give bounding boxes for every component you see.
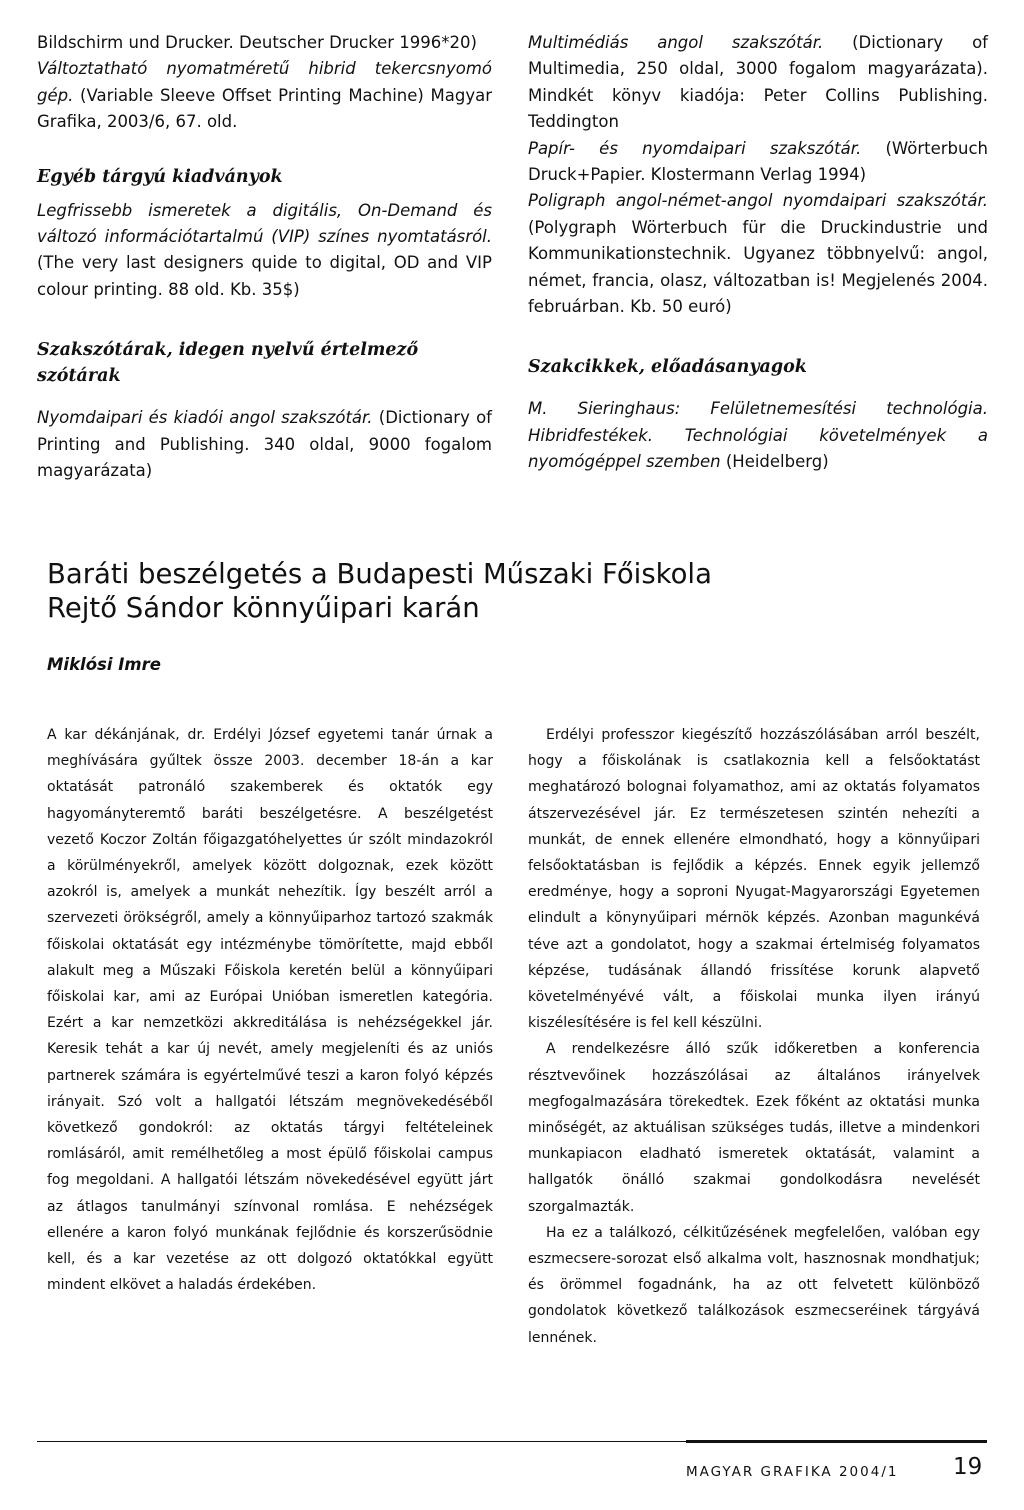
reference-text: (Dictionary of Multimedia, 250 oldal, 3000 fogalom magyarázata). Mindkét könyv kiadója: Peter Collins Publishing. Teddington — [528, 33, 988, 132]
reference-entry — [37, 56, 492, 135]
body-paragraph: Erdélyi professzor kiegészítő hozzászólásában arról beszélt, hogy a főiskolának is csatlakoznia kell a felsőoktatást meghatározó bolognai folyamathoz, ami az oktatás folyamatos átszervezésével jár. Ez természetesen szintén nehezíti a munkát, de ennek ellenére elmondható, hogy a könnyűipari felsőoktatásban is fejlődik a képzés. Ennek egyik jellemző eredménye, hogy a soproni Nyugat-Magyarországi Egyetemen elindult a könynyűipari mérnök képzés. Azonban magunkévá téve azt a gondolatot, hogy a szakmai értelmiség folyamatos képzése, tudásának állandó frissítése korunk alapvető követelményévé vált, a főiskolai munka ilyen irányú kiszélesítésére is fel kell készülni. — [528, 727, 980, 1032]
reference-text: (The very last designers quide to digital, OD and VIP colour printing. 88 old. Kb. 35$) — [37, 253, 492, 299]
reference-title: Papír- és nyomdaipari szakszótár. — [528, 138, 862, 158]
reference-text: Bildschirm und Drucker. Deutscher Drucker 1996*20) — [37, 33, 477, 52]
reference-entry — [37, 30, 492, 56]
body-paragraph: A rendelkezésre álló szűk időkeretben a konferencia résztvevőinek hozzászólásai az általános irányelvek megfogalmazására törekedtek. Ezek főként az oktatási munka minőségét, az aktuálisan szükséges tudás, illetve a mindenkori munkapiacon eladható ismeretek oktatását, valamint a hallgatók önálló szakmai gondolkodásra nevelését szorgalmazták. — [528, 1041, 980, 1215]
body-paragraph: Ha ez a találkozó, célkitűzésének megfelelően, valóban egy eszmecsere-sorozat első alkalma volt, hasznosnak mondhatjuk; és örömmel fogadnánk, ha az ott felvetett különböző gondolatok következő találkozások eszmecseréinek tárgyává lennének. — [528, 1224, 980, 1346]
reference-text: (Variable Sleeve Offset Printing Machine) Magyar Grafika, 2003/6, 67. old. — [37, 85, 492, 132]
left-top-column — [37, 30, 492, 484]
section-heading: Szakszótárak, idegen nyelvű értelmező szótárak — [37, 340, 419, 387]
reference-entry — [528, 188, 988, 320]
reference-title: Nyomdaipari és kiadói angol szakszótár. — [37, 408, 373, 428]
article-title-line: Rejtő Sándor könnyűipari karán — [47, 592, 480, 624]
section-heading: Szakcikkek, előadásanyagok — [528, 357, 807, 378]
article-title-line: Baráti beszélgetés a Budapesti Műszaki Főiskola — [47, 558, 712, 590]
reference-text: (Wörterbuch Druck+Papier. Klostermann Verlag 1994) — [528, 138, 988, 185]
reference-title: Multimédiás angol szakszótár. — [528, 33, 824, 52]
article-left-column — [47, 722, 493, 1298]
reference-text: (Polygraph Wörterbuch für die Druckindustrie und Kommunikationstechnik. Ugyanez többnyelvű: angol, német, francia, olasz, változatban is! Megjelenés 2004. februárban. Kb. 50 euró) — [528, 217, 988, 317]
reference-title: Változtatható nyomatméretű hibrid tekercsnyomó gép. — [37, 59, 492, 105]
article-author: Miklósi Imre — [47, 655, 161, 674]
reference-text: (Heidelberg) — [720, 452, 829, 472]
journal-name: MAGYAR GRAFIKA 2004/1 — [686, 1464, 899, 1480]
reference-text: (Dictionary of Printing and Publishing. 340 oldal, 9000 fogalom magyarázata) — [37, 408, 492, 481]
reference-entry — [528, 136, 988, 189]
reference-entry — [528, 396, 988, 475]
page-number: 19 — [953, 1454, 983, 1480]
reference-entry — [37, 405, 492, 484]
article-title — [47, 557, 712, 625]
footer-rule-accent — [686, 1440, 987, 1443]
right-top-column — [528, 30, 988, 476]
section-heading: Egyéb tárgyú kiadványok — [37, 166, 283, 187]
reference-title: Legfrissebb ismeretek a digitális, On-Demand és változó információtartalmú (VIP) színes nyomtatásról. — [37, 200, 492, 247]
body-paragraph: A kar dékánjának, dr. Erdélyi József egyetemi tanár úrnak a meghívására gyűltek össze 2003. december 18-án a kar oktatását patronáló szakemberek és oktatók egy hagyományteremtő baráti beszélgetésre. A beszélgetést vezető Koczor Zoltán főigazgatóhelyettes úr szólt mindazokról a körülményekről, amelyek között dolgoznak, ezek között azokról is, amelyek a munkát nehezítik. Így beszélt arról a szervezeti örökségről, amely a könnyűiparhoz tartozó szakmák főiskolai oktatását egy intézménybe tömörítette, majd ebből alakult meg a Műszaki Főiskola keretén belül a könnyűipari főiskolai kar, ami az Európai Unióban ismeretlen kategória. Ezért a kar nemzetközi akkreditálása is nehézségekkel jár. Keresik tehát a kar új nevét, amely megjeleníti és az uniós partnerek számára is egyértelművé teszi a karon folyó képzés irányait. Szó volt a hallgatói létszám megnövekedéséből következő gondokról: az oktatás tárgyi feltételeinek romlásáról, amit remélhetőleg a most épülő főiskolai campus fog megoldani. A hallgatói létszám növekedésével együtt járt az átlagos tanulmányi színvonal romlása. E nehézségek ellenére a karon folyó munkának fejlődnie és korszerűsödnie kell, és a kar vezetése az ott dolgozó oktatókkal együtt mindent elkövet a haladás érdekében. — [47, 727, 493, 1294]
reference-entry — [37, 198, 492, 304]
reference-title: Poligraph angol-német-angol nyomdaipari szakszótár. — [528, 191, 988, 211]
reference-title: M. Sieringhaus: Felületnemesítési technológia. Hibridfestékek. Technológiai követelmények a nyomógéppel szemben — [528, 399, 988, 472]
article-right-column — [528, 722, 980, 1351]
reference-entry — [528, 30, 988, 136]
